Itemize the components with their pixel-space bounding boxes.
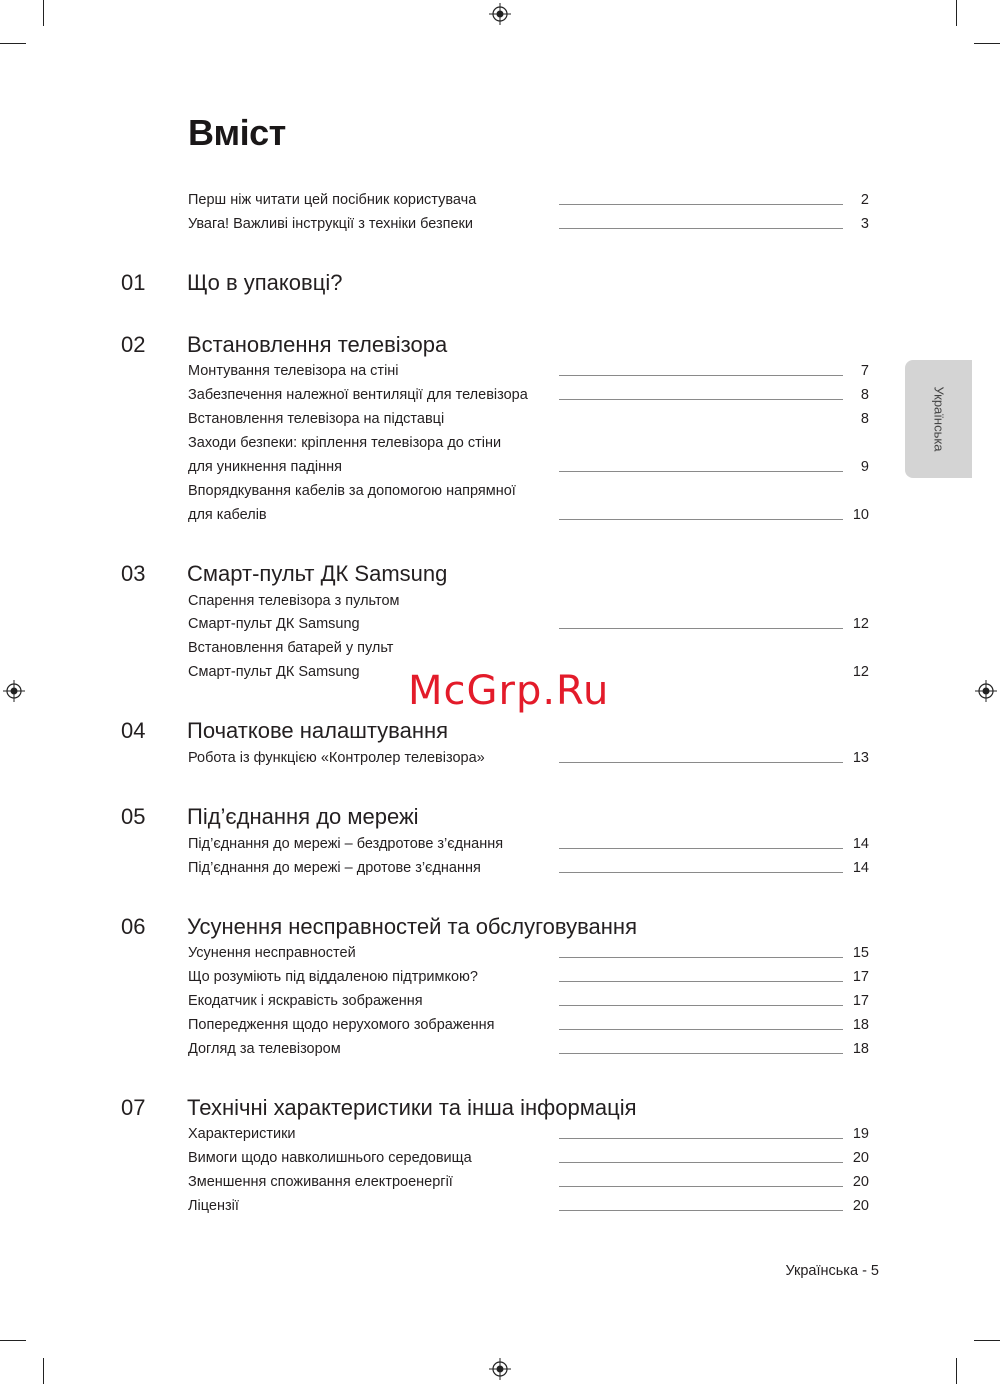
toc-entry-text: Вимоги щодо навколишнього середовища (188, 1150, 472, 1166)
toc-entry-text: Екодатчик і яскравість зображення (188, 993, 423, 1009)
toc-entry[interactable] (188, 1146, 869, 1170)
toc-entry[interactable] (188, 832, 869, 856)
crop-mark (43, 0, 44, 26)
toc-entry[interactable] (188, 1170, 869, 1194)
section-title: Технічні характеристики та інша інформація (187, 1095, 637, 1120)
toc-entry[interactable] (188, 1194, 869, 1218)
toc-page-number: 15 (852, 945, 869, 961)
page-footer: Українська - 5 (785, 1263, 879, 1279)
toc-page-number: 9 (860, 459, 869, 475)
section-number: 03 (121, 561, 146, 586)
toc-entry-text: Характеристики (188, 1126, 296, 1142)
toc-entry[interactable] (188, 503, 869, 527)
toc-page-number: 3 (860, 216, 869, 232)
toc-page-number: 20 (852, 1198, 869, 1214)
section-number: 04 (121, 718, 146, 743)
toc-page-number: 8 (860, 387, 869, 403)
toc-entry[interactable] (188, 431, 869, 455)
toc-leader (559, 957, 843, 958)
toc-entry[interactable] (188, 212, 869, 236)
toc-page-number: 17 (852, 969, 869, 985)
toc-page-number: 17 (852, 993, 869, 1009)
toc-entry[interactable] (188, 589, 869, 613)
toc-entry-text: Під’єднання до мережі – бездротове з’єднання (188, 836, 504, 852)
toc-leader (559, 228, 843, 229)
toc-leader (559, 1138, 843, 1139)
toc-entry[interactable] (188, 989, 869, 1013)
language-side-tab-label: Українська (931, 386, 946, 452)
toc-page-number: 20 (852, 1174, 869, 1190)
toc-entry-text: Спарення телевізора з пультом (188, 593, 400, 609)
toc-entry-text: Встановлення телевізора на підставці (188, 411, 445, 427)
toc-entry-text: Заходи безпеки: кріплення телевізора до стіни (188, 435, 502, 451)
toc-entry-text: Впорядкування кабелів за допомогою напрямної (188, 483, 516, 499)
toc-leader (559, 399, 843, 400)
toc-entry[interactable] (188, 746, 869, 770)
toc-page-number: 7 (860, 363, 869, 379)
toc-entry-text: Зменшення споживання електроенергії (188, 1174, 453, 1190)
toc-leader (559, 1186, 843, 1187)
crop-mark (956, 0, 957, 26)
section-title: Смарт-пульт ДК Samsung (187, 561, 448, 586)
toc-entry-text: Попередження щодо нерухомого зображення (188, 1017, 495, 1033)
toc-entry[interactable] (188, 479, 869, 503)
toc-leader (559, 1029, 843, 1030)
toc-leader (559, 872, 843, 873)
toc-page-number: 18 (852, 1041, 869, 1057)
toc-leader (559, 628, 843, 629)
crop-mark (0, 1340, 26, 1341)
toc-entry-text: Перш ніж читати цей посібник користувача (188, 192, 477, 208)
toc-leader (559, 1005, 843, 1006)
toc-page-number: 8 (860, 411, 869, 427)
toc-entry-text: для кабелів (188, 507, 267, 523)
toc-entry[interactable] (188, 383, 869, 407)
toc-page-number: 20 (852, 1150, 869, 1166)
toc-entry[interactable] (188, 1037, 869, 1061)
page-title: Вміст (188, 112, 286, 153)
section-number: 05 (121, 804, 146, 829)
toc-page-number: 14 (852, 860, 869, 876)
toc-entry-text: Під’єднання до мережі – дротове з’єднання (188, 860, 481, 876)
toc-page-number: 12 (852, 664, 869, 680)
toc-leader (559, 519, 843, 520)
toc-page-number: 18 (852, 1017, 869, 1033)
toc-page-number: 13 (852, 750, 869, 766)
section-title: Усунення несправностей та обслуговування (187, 914, 637, 939)
toc-entry[interactable] (188, 1122, 869, 1146)
toc-entry[interactable] (188, 612, 869, 636)
section-title: Під’єднання до мережі (187, 804, 419, 829)
toc-entry[interactable] (188, 359, 869, 383)
toc-entry-text: Робота із функцією «Контролер телевізора» (188, 750, 485, 766)
language-side-tab (905, 360, 972, 478)
registration-mark-icon (489, 3, 511, 25)
toc-entry-text: Ліцензії (188, 1198, 239, 1214)
registration-mark-icon (489, 1358, 511, 1380)
toc-entry[interactable] (188, 1013, 869, 1037)
crop-mark (974, 43, 1000, 44)
toc-page-number: 14 (852, 836, 869, 852)
toc-page-number: 10 (852, 507, 869, 523)
toc-entry-text: Забезпечення належної вентиляції для телевізора (188, 387, 528, 403)
toc-entry-text: Усунення несправностей (188, 945, 356, 961)
toc-entry[interactable] (188, 636, 869, 660)
toc-entry[interactable] (188, 407, 869, 431)
section-title: Що в упаковці? (187, 270, 343, 295)
section-number: 06 (121, 914, 146, 939)
toc-leader (559, 981, 843, 982)
crop-mark (0, 43, 26, 44)
crop-mark (956, 1358, 957, 1384)
toc-page-number: 12 (852, 616, 869, 632)
toc-page-number: 2 (860, 192, 869, 208)
section-title: Встановлення телевізора (187, 332, 448, 357)
toc-leader (559, 762, 843, 763)
toc-leader (559, 1210, 843, 1211)
crop-mark (974, 1340, 1000, 1341)
toc-entry[interactable] (188, 941, 869, 965)
toc-leader (559, 471, 843, 472)
toc-entry[interactable] (188, 965, 869, 989)
section-number: 07 (121, 1095, 146, 1120)
toc-entry-text: Увага! Важливі інструкції з техніки безпеки (188, 216, 473, 232)
toc-entry-text: для уникнення падіння (188, 459, 342, 475)
toc-page-number: 19 (852, 1126, 869, 1142)
crop-mark (43, 1358, 44, 1384)
toc-entry[interactable] (188, 188, 869, 212)
toc-entry-text: Монтування телевізора на стіні (188, 363, 399, 379)
toc-leader (559, 1162, 843, 1163)
registration-mark-icon (975, 680, 997, 702)
toc-entry[interactable] (188, 455, 869, 479)
watermark: McGrp.Ru (408, 668, 610, 714)
toc-entry-text: Догляд за телевізором (188, 1041, 341, 1057)
toc-entry-text: Що розуміють під віддаленою підтримкою? (188, 969, 478, 985)
toc-leader (559, 848, 843, 849)
toc-entry[interactable] (188, 856, 869, 880)
toc-entry-text: Смарт-пульт ДК Samsung (188, 664, 360, 680)
toc-leader (559, 204, 843, 205)
toc-entry-text: Смарт-пульт ДК Samsung (188, 616, 360, 632)
toc-entry-text: Встановлення батарей у пульт (188, 640, 394, 656)
registration-mark-icon (3, 680, 25, 702)
section-number: 01 (121, 270, 146, 295)
section-title: Початкове налаштування (187, 718, 449, 743)
toc-leader (559, 375, 843, 376)
toc-leader (559, 1053, 843, 1054)
section-number: 02 (121, 332, 146, 357)
